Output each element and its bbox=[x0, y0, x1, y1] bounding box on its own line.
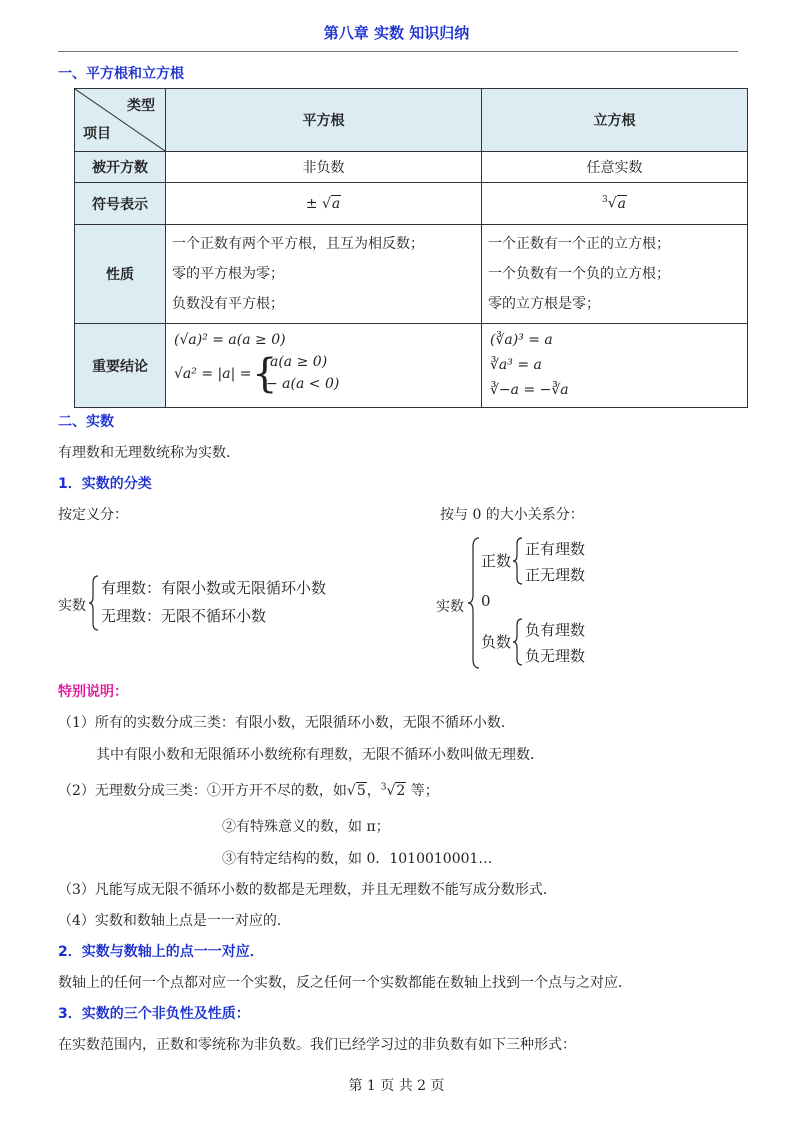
row-label-conclusions: 重要结论 bbox=[75, 324, 166, 408]
section2-intro: 有理数和无理数统称为实数． bbox=[58, 445, 240, 461]
subsection-3-text: 在实数范围内，正数和零统称为非负数。我们已经学习过的非负数有如下三种形式： bbox=[58, 1037, 576, 1053]
zero-label: 0 bbox=[481, 592, 491, 610]
square-formula-2-left: √a² = |a| = bbox=[174, 366, 252, 382]
positive-rational: 正有理数 bbox=[525, 540, 586, 558]
cell-square-properties bbox=[166, 225, 482, 324]
note-2a-post: 等； bbox=[406, 783, 439, 799]
cell-cube-notation: $^3$√a bbox=[482, 183, 748, 225]
cell-cube-properties bbox=[482, 225, 748, 324]
negative-label: 负数 bbox=[481, 633, 512, 651]
cell-cube-radicand: 任意实数 bbox=[482, 152, 748, 183]
row-label-properties: 性质 bbox=[75, 225, 166, 324]
special-note-title: 特别说明： bbox=[58, 684, 128, 700]
cube-property-line: 一个负数有一个负的立方根； bbox=[488, 266, 670, 282]
header-divider bbox=[58, 51, 738, 52]
col-square-root: 平方根 bbox=[166, 89, 482, 152]
cube-radicand: a bbox=[617, 195, 626, 212]
note-2a-index: 3 bbox=[380, 782, 387, 793]
positive-irrational: 正无理数 bbox=[525, 566, 586, 584]
cell-square-notation: ± √a bbox=[166, 183, 482, 225]
definition-brace bbox=[89, 575, 99, 631]
irrational-definition: 无理数：无限不循环小数 bbox=[101, 607, 267, 625]
cube-property-line: 零的立方根是零； bbox=[488, 296, 600, 312]
note-2a-radicand-5: 5 bbox=[356, 783, 366, 799]
note-3: （3）凡能写成无限不循环小数的数都是无理数，并且无理数不能写成分数形式． bbox=[58, 882, 557, 898]
subsection-2-title: 2．实数与数轴上的点一一对应． bbox=[58, 944, 264, 960]
note-2a-radicand-2: 2 bbox=[396, 783, 406, 799]
size-brace bbox=[468, 537, 480, 669]
note-1a: （1）所有的实数分成三类：有限小数，无限循环小数，无限不循环小数． bbox=[58, 715, 515, 731]
cube-property-line: 一个正数有一个正的立方根； bbox=[488, 236, 670, 252]
by-size-label: 按与 0 的大小关系分： bbox=[440, 507, 584, 523]
note-2a-text: （2）无理数分成三类：①开方开不尽的数，如 bbox=[58, 783, 347, 799]
cube-formula-1: (∛a)³ = a bbox=[490, 332, 553, 348]
by-definition-label: 按定义分： bbox=[58, 507, 128, 523]
cases-brace: { bbox=[252, 351, 278, 397]
corner-item-label: 项目 bbox=[83, 126, 111, 142]
table-corner-cell bbox=[75, 89, 166, 152]
page-footer: 第 1 页 共 2 页 bbox=[348, 1078, 445, 1094]
roots-table bbox=[74, 88, 748, 408]
cell-cube-conclusions bbox=[482, 324, 748, 408]
note-1b: 其中有限小数和无限循环小数统称有理数，无限不循环小数叫做无理数． bbox=[96, 747, 544, 763]
rational-definition: 有理数：有限小数或无限循环小数 bbox=[101, 579, 327, 597]
note-2c: ③有特定结构的数，如 0．1010010001… bbox=[222, 851, 493, 867]
row-label-radicand: 被开方数 bbox=[75, 152, 166, 183]
square-case-2: − a(a < 0) bbox=[266, 376, 340, 392]
section2-title: 二、实数 bbox=[58, 414, 114, 430]
note-2b: ②有特殊意义的数，如 π； bbox=[222, 819, 390, 835]
section1-title: 一、平方根和立方根 bbox=[58, 66, 184, 82]
corner-type-label: 类型 bbox=[127, 98, 155, 114]
square-property-line: 一个正数有两个平方根，且互为相反数； bbox=[172, 236, 424, 252]
square-radicand: a bbox=[331, 195, 341, 212]
subsection-2-text: 数轴上的任何一个点都对应一个实数，反之任何一个实数都能在数轴上找到一个点与之对应． bbox=[58, 975, 632, 991]
real-number-label-2: 实数 bbox=[436, 599, 464, 615]
cube-index: 3 bbox=[601, 195, 608, 206]
negative-rational: 负有理数 bbox=[525, 621, 586, 639]
note-2a: （2）无理数分成三类：①开方开不尽的数，如√5，$^3$√2 等； bbox=[58, 782, 439, 799]
page-title: 第八章 实数 知识归纳 bbox=[323, 24, 470, 42]
square-case-1: a(a ≥ 0) bbox=[270, 354, 328, 370]
row-label-notation: 符号表示 bbox=[75, 183, 166, 225]
note-2a-separator: ， bbox=[366, 783, 381, 799]
square-formula-1: (√a)² = a(a ≥ 0) bbox=[174, 332, 286, 348]
plus-minus-sign: ± bbox=[305, 195, 318, 212]
subsection-3-title: 3．实数的三个非负性及性质： bbox=[58, 1006, 250, 1022]
positive-brace bbox=[513, 537, 523, 585]
cube-formula-3: ∛−a = −∛a bbox=[490, 382, 569, 398]
positive-label: 正数 bbox=[481, 552, 512, 570]
cell-square-conclusions bbox=[166, 324, 482, 408]
real-number-label: 实数 bbox=[58, 598, 86, 614]
cube-formula-2: ∛a³ = a bbox=[490, 357, 542, 373]
cell-square-radicand: 非负数 bbox=[166, 152, 482, 183]
col-cube-root: 立方根 bbox=[482, 89, 748, 152]
note-4: （4）实数和数轴上点是一一对应的． bbox=[58, 913, 291, 929]
square-property-line: 零的平方根为零； bbox=[172, 266, 284, 282]
negative-irrational: 负无理数 bbox=[525, 647, 586, 665]
square-property-line: 负数没有平方根； bbox=[172, 296, 284, 312]
negative-brace bbox=[513, 618, 523, 666]
subsection-1-title: 1．实数的分类 bbox=[58, 476, 152, 492]
